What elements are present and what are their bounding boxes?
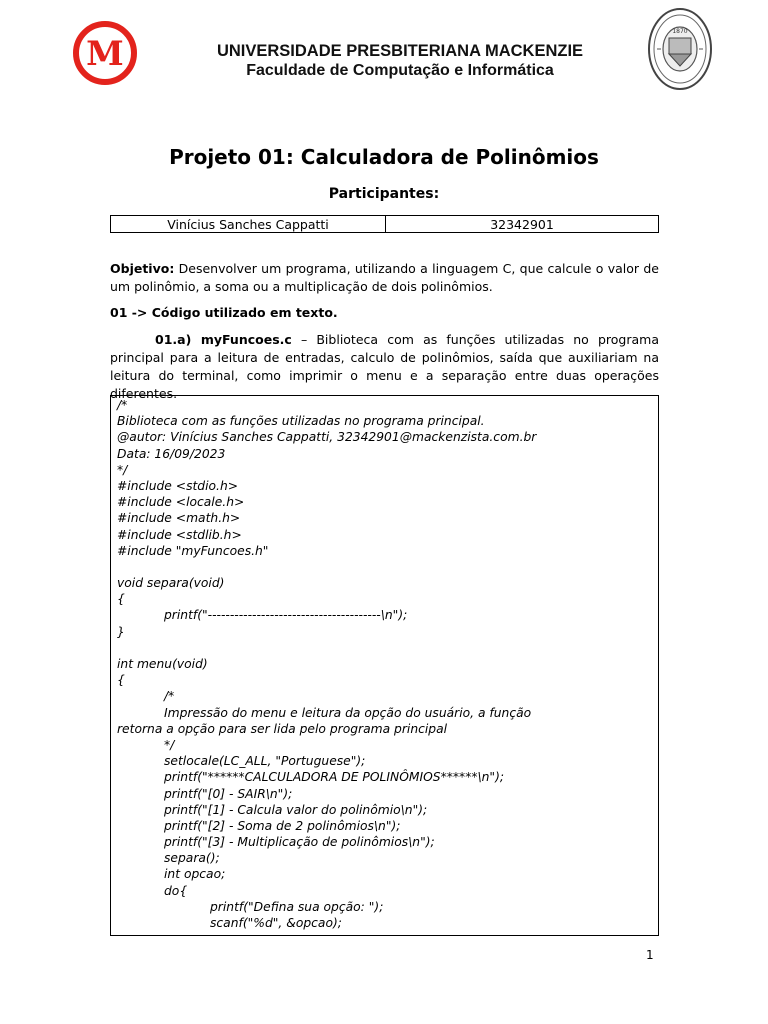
objective-paragraph [110, 260, 659, 296]
code-line: /* [117, 398, 128, 412]
code-line: scanf("%d", &opcao); [210, 916, 342, 930]
code-line: #include <stdio.h> [117, 478, 239, 493]
code-listing [117, 397, 536, 931]
code-line: printf("[1] - Calcula valor do polinômio\n"); [164, 802, 428, 817]
code-line: #include <stdlib.h> [117, 527, 242, 542]
code-line: { [117, 673, 125, 688]
code-line: #include "myFuncoes.h" [117, 543, 269, 558]
code-line: Data: 16/09/2023 [117, 446, 226, 461]
subsection-text: – Biblioteca com as funções utilizadas no programa principal para a leitura de entradas, calculo de polinômios, saída que auxiliariam na leitura do terminal, como imprimir o menu e a separação entre duas operações diferentes. [110, 332, 659, 401]
subsection-paragraph [110, 331, 659, 403]
code-line: printf("******CALCULADORA DE POLINÔMIOS******\n"); [164, 770, 505, 785]
code-line: Impressão do menu e leitura da opção do usuário, a função [164, 705, 532, 720]
code-line: printf("Defina sua opção: "); [210, 899, 384, 914]
participant-name: Vinícius Sanches Cappatti [111, 216, 386, 233]
code-line: int opcao; [164, 867, 226, 882]
seal-year: 1870 [672, 28, 688, 35]
objective-text: Desenvolver um programa, utilizando a linguagem C, que calcule o valor de um polinômio, a soma ou a multiplicação de dois polinômios. [110, 261, 659, 294]
university-seal [647, 6, 713, 92]
code-line: Biblioteca com as funções utilizadas no programa principal. [117, 414, 485, 429]
faculty-name: Faculdade de Computação e Informática [246, 62, 554, 79]
code-line: #include <locale.h> [117, 495, 245, 510]
mackenzie-logo [72, 20, 138, 86]
code-line: @autor: Vinícius Sanches Cappatti, 32342901@mackenzista.com.br [117, 430, 537, 445]
university-name: UNIVERSIDADE PRESBITERIANA MACKENZIE [216, 42, 584, 60]
code-line: } [117, 624, 125, 639]
page-number: 1 [646, 948, 654, 962]
code-line: void separa(void) [117, 576, 225, 591]
section-heading: 01 -> Código utilizado em texto. [110, 305, 338, 320]
code-line: printf("[2] - Soma de 2 polinômios\n"); [164, 818, 401, 833]
code-line: separa(); [164, 851, 220, 866]
code-line: setlocale(LC_ALL, "Portuguese"); [164, 754, 366, 769]
code-line: printf("[3] - Multiplicação de polinômios\n"); [164, 835, 435, 850]
code-line: printf("[0] - SAIR\n"); [164, 786, 293, 801]
code-line: */ [164, 737, 175, 752]
code-line [117, 640, 536, 656]
document-title: Projeto 01: Calculadora de Polinômios [169, 145, 599, 169]
participants-table [110, 215, 659, 233]
logo-letter: M [86, 34, 124, 74]
code-listing-box [110, 395, 659, 936]
table-row [111, 216, 659, 233]
participant-id: 32342901 [386, 216, 659, 233]
objective-label: Objetivo: [110, 261, 175, 276]
code-line: int menu(void) [117, 657, 208, 671]
code-line: /* [164, 689, 175, 704]
participants-heading: Participantes: [328, 186, 440, 202]
code-line: #include <math.h> [117, 511, 241, 526]
code-line: printf("---------------------------------------\n"); [164, 608, 408, 623]
code-line: */ [117, 462, 128, 477]
code-line: { [117, 592, 125, 607]
code-line [117, 559, 536, 575]
code-line: retorna a opção para ser lida pelo programa principal [117, 721, 448, 736]
subsection-label: 01.a) myFuncoes.c [155, 332, 292, 347]
code-line: do{ [164, 883, 188, 898]
